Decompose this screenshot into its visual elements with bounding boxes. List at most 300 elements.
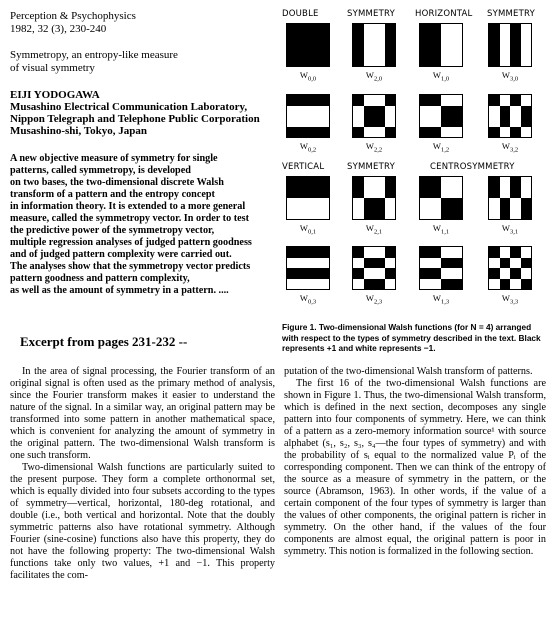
figure-label-symmetry: SYMMETRY	[347, 162, 395, 172]
walsh-cell	[452, 209, 463, 220]
walsh-cell	[420, 279, 431, 290]
walsh-pattern-label: $W_{0,3}$	[299, 293, 317, 306]
walsh-pattern-1-0	[419, 23, 463, 67]
walsh-cell	[431, 56, 442, 67]
walsh-cell	[353, 35, 364, 46]
walsh-cell	[441, 279, 452, 290]
walsh-pattern-label: $W_{0,0}$	[299, 70, 317, 83]
walsh-cell	[308, 95, 319, 106]
walsh-cell	[420, 127, 431, 138]
walsh-cell	[441, 24, 452, 35]
walsh-cell	[431, 247, 442, 258]
walsh-cell	[287, 279, 298, 290]
walsh-cell	[431, 116, 442, 127]
walsh-cell	[441, 95, 452, 106]
walsh-cell	[452, 95, 463, 106]
walsh-cell	[500, 188, 511, 199]
walsh-pattern-3-1	[488, 176, 532, 220]
walsh-cell	[319, 279, 330, 290]
walsh-cell	[521, 95, 532, 106]
walsh-cell	[489, 95, 500, 106]
walsh-cell	[500, 106, 511, 117]
walsh-cell	[489, 35, 500, 46]
walsh-cell	[287, 35, 298, 46]
walsh-cell	[308, 279, 319, 290]
walsh-cell	[420, 45, 431, 56]
walsh-cell	[431, 45, 442, 56]
walsh-cell	[353, 268, 364, 279]
walsh-cell	[441, 258, 452, 269]
walsh-cell	[420, 258, 431, 269]
walsh-cell	[287, 24, 298, 35]
walsh-cell	[489, 45, 500, 56]
author-name: EIJI YODOGAWA	[10, 89, 100, 101]
walsh-cell	[510, 177, 521, 188]
walsh-cell	[420, 177, 431, 188]
walsh-cell	[319, 247, 330, 258]
walsh-pattern-label: $W_{1,2}$	[432, 141, 450, 154]
walsh-cell	[431, 279, 442, 290]
walsh-cell	[385, 188, 396, 199]
walsh-cell	[489, 177, 500, 188]
walsh-pattern-label: $W_{0,1}$	[299, 223, 317, 236]
walsh-pattern-2-1	[352, 176, 396, 220]
walsh-cell	[319, 24, 330, 35]
walsh-cell	[353, 247, 364, 258]
walsh-cell	[364, 268, 375, 279]
walsh-cell	[385, 177, 396, 188]
walsh-cell	[489, 56, 500, 67]
body-paragraph: In the area of signal processing, the Fourier transform of an original signal is often used as the primary method of analysis, since the Fourier transform makes it easier to understand the nature of the signal. In a similar way, an original pattern may be transformed into some pattern in another mathematical space, which is convenient for analyzing the amount of symmetry in the original pattern. The two-dimensional Walsh transform is one such transform.	[10, 366, 275, 461]
walsh-pattern-3-3	[488, 246, 532, 290]
walsh-cell	[353, 45, 364, 56]
walsh-cell	[510, 127, 521, 138]
walsh-cell	[319, 268, 330, 279]
walsh-cell	[420, 106, 431, 117]
walsh-cell	[431, 258, 442, 269]
walsh-function-figure	[282, 6, 542, 324]
walsh-cell	[500, 116, 511, 127]
walsh-cell	[308, 268, 319, 279]
walsh-cell	[420, 95, 431, 106]
abstract-line: A new objective measure of symmetry for single	[10, 153, 218, 164]
walsh-cell	[308, 188, 319, 199]
walsh-pattern-label: $W_{1,0}$	[432, 70, 450, 83]
walsh-cell	[308, 56, 319, 67]
walsh-cell	[319, 106, 330, 117]
walsh-cell	[364, 35, 375, 46]
abstract-line: in information theory. It is extended to a more general	[10, 201, 246, 212]
walsh-cell	[374, 95, 385, 106]
walsh-cell	[319, 45, 330, 56]
walsh-cell	[374, 198, 385, 209]
walsh-cell	[385, 127, 396, 138]
walsh-pattern-0-2	[286, 94, 330, 138]
walsh-cell	[452, 258, 463, 269]
body-paragraph: The first 16 of the two-dimensional Walsh functions are shown in Figure 1. Thus, the two-dimensional Walsh transform, which is defined in the next section, decomposes any single pattern into four components of symmetry. Here, we can think of a pattern as a zero-memory information source¹ with source alphabet (s₁, s₂, s₃, s₄—the four types of symmetry) and with the probability of sᵢ equal to the normalized value Pᵢ of the corresponding component. Then we can think of the entropy of the source as a measure of symmetry in the pattern, or the source (Abramson, 1963). In other words, if the value of a certain component of the four types of symmetry is larger than the values of other components, the original pattern is richer in symmetry. On the other hand, if the values of the four components are almost equal, the original pattern is poor in symmetry. This notion is formalized in the following section.	[284, 378, 546, 557]
walsh-cell	[420, 209, 431, 220]
walsh-cell	[385, 95, 396, 106]
abstract-line: the predictive power of the symmetropy vector,	[10, 225, 215, 236]
walsh-cell	[374, 268, 385, 279]
walsh-cell	[489, 127, 500, 138]
walsh-cell	[441, 106, 452, 117]
walsh-cell	[287, 268, 298, 279]
walsh-cell	[500, 198, 511, 209]
walsh-cell	[521, 258, 532, 269]
walsh-cell	[374, 45, 385, 56]
walsh-cell	[441, 177, 452, 188]
walsh-cell	[308, 247, 319, 258]
walsh-cell	[385, 198, 396, 209]
walsh-cell	[298, 106, 309, 117]
walsh-cell	[298, 127, 309, 138]
affiliation-line: Musashino-shi, Tokyo, Japan	[10, 125, 147, 137]
journal-name: Perception & Psychophysics	[10, 10, 136, 22]
walsh-cell	[364, 247, 375, 258]
walsh-cell	[521, 198, 532, 209]
walsh-cell	[287, 127, 298, 138]
walsh-cell	[353, 188, 364, 199]
walsh-pattern-0-0	[286, 23, 330, 67]
walsh-cell	[441, 35, 452, 46]
walsh-cell	[452, 177, 463, 188]
walsh-pattern-3-0	[488, 23, 532, 67]
walsh-cell	[431, 106, 442, 117]
walsh-cell	[319, 198, 330, 209]
abstract-line: multiple regression analyses of judged pattern goodness	[10, 237, 252, 248]
walsh-cell	[441, 116, 452, 127]
walsh-cell	[364, 127, 375, 138]
walsh-cell	[500, 95, 511, 106]
walsh-cell	[521, 127, 532, 138]
walsh-cell	[431, 24, 442, 35]
walsh-cell	[489, 116, 500, 127]
walsh-cell	[308, 35, 319, 46]
walsh-cell	[287, 258, 298, 269]
abstract-line: measure, called the symmetropy vector. In order to test	[10, 213, 249, 224]
walsh-pattern-label: $W_{1,1}$	[432, 223, 450, 236]
walsh-cell	[510, 24, 521, 35]
walsh-cell	[287, 45, 298, 56]
walsh-cell	[308, 177, 319, 188]
walsh-cell	[489, 198, 500, 209]
walsh-cell	[298, 209, 309, 220]
walsh-cell	[441, 247, 452, 258]
walsh-cell	[319, 95, 330, 106]
walsh-cell	[431, 209, 442, 220]
walsh-cell	[441, 127, 452, 138]
article-title-line-1: Symmetropy, an entropy-like measure	[10, 49, 178, 61]
walsh-cell	[420, 116, 431, 127]
figure-label-horizontal: HORIZONTAL	[415, 9, 473, 19]
walsh-cell	[452, 268, 463, 279]
walsh-cell	[500, 209, 511, 220]
walsh-cell	[452, 188, 463, 199]
walsh-cell	[521, 106, 532, 117]
walsh-cell	[441, 188, 452, 199]
walsh-cell	[385, 258, 396, 269]
walsh-cell	[489, 24, 500, 35]
walsh-cell	[431, 268, 442, 279]
walsh-pattern-0-3	[286, 246, 330, 290]
walsh-cell	[374, 247, 385, 258]
walsh-cell	[420, 24, 431, 35]
walsh-cell	[452, 24, 463, 35]
article-title-line-2: of visual symmetry	[10, 62, 95, 74]
walsh-pattern-label: $W_{2,1}$	[365, 223, 383, 236]
walsh-cell	[489, 258, 500, 269]
walsh-cell	[287, 106, 298, 117]
walsh-pattern-label: $W_{2,3}$	[365, 293, 383, 306]
walsh-pattern-0-1	[286, 176, 330, 220]
walsh-cell	[385, 279, 396, 290]
walsh-cell	[308, 258, 319, 269]
walsh-cell	[489, 209, 500, 220]
abstract-line: transform of a pattern and the entropy concept	[10, 189, 215, 200]
walsh-cell	[510, 279, 521, 290]
walsh-cell	[510, 188, 521, 199]
walsh-cell	[353, 209, 364, 220]
walsh-cell	[364, 177, 375, 188]
abstract-line: The analyses show that the symmetropy vector predicts	[10, 261, 251, 272]
walsh-cell	[420, 198, 431, 209]
abstract-line: pattern goodness and pattern complexity,	[10, 273, 190, 284]
walsh-cell	[510, 95, 521, 106]
walsh-cell	[385, 247, 396, 258]
body-paragraph: Two-dimensional Walsh functions are particularly suited to the present purpose. They form a complete orthonormal set, which is equally divided into four subsets according to the types of symmetry—vertical, horizontal, 180-deg rotational, and double (i.e., both vertical and horizontal. Note that the doubly symmetric patterns also have rotational symmetry. Although Fourier (sine-cosine) functions also have this property, they do not have the following property: The two-dimensional Walsh functions take only two values, +1 and −1. This property facilitates the com-	[10, 462, 275, 581]
walsh-cell	[298, 116, 309, 127]
walsh-pattern-label: $W_{1,3}$	[432, 293, 450, 306]
walsh-cell	[500, 45, 511, 56]
walsh-pattern-label: $W_{0,2}$	[299, 141, 317, 154]
walsh-pattern-label: $W_{2,0}$	[365, 70, 383, 83]
walsh-cell	[385, 56, 396, 67]
walsh-cell	[489, 188, 500, 199]
walsh-cell	[521, 116, 532, 127]
walsh-cell	[308, 24, 319, 35]
abstract-line: and of judged pattern complexity were carried out.	[10, 249, 232, 260]
figure-label-double: DOUBLE	[282, 9, 319, 19]
walsh-cell	[431, 95, 442, 106]
walsh-cell	[298, 24, 309, 35]
walsh-cell	[374, 116, 385, 127]
walsh-cell	[521, 24, 532, 35]
walsh-cell	[364, 258, 375, 269]
walsh-cell	[510, 198, 521, 209]
walsh-cell	[374, 209, 385, 220]
affiliation-line: Nippon Telegraph and Telephone Public Corporation	[10, 113, 260, 125]
walsh-cell	[364, 279, 375, 290]
walsh-cell	[374, 35, 385, 46]
walsh-cell	[452, 35, 463, 46]
walsh-pattern-label: $W_{3,2}$	[501, 141, 519, 154]
walsh-cell	[364, 198, 375, 209]
walsh-cell	[319, 116, 330, 127]
walsh-cell	[385, 209, 396, 220]
walsh-cell	[353, 24, 364, 35]
walsh-cell	[298, 258, 309, 269]
walsh-cell	[308, 209, 319, 220]
walsh-cell	[420, 35, 431, 46]
walsh-cell	[319, 177, 330, 188]
walsh-cell	[441, 209, 452, 220]
walsh-cell	[298, 35, 309, 46]
walsh-cell	[510, 45, 521, 56]
walsh-cell	[510, 116, 521, 127]
walsh-cell	[500, 35, 511, 46]
walsh-cell	[431, 198, 442, 209]
walsh-cell	[431, 188, 442, 199]
walsh-cell	[287, 56, 298, 67]
walsh-cell	[374, 279, 385, 290]
walsh-cell	[353, 95, 364, 106]
walsh-cell	[287, 116, 298, 127]
author-block	[10, 89, 280, 137]
walsh-cell	[287, 247, 298, 258]
walsh-cell	[287, 188, 298, 199]
walsh-cell	[521, 209, 532, 220]
walsh-pattern-label: $W_{2,2}$	[365, 141, 383, 154]
walsh-cell	[500, 258, 511, 269]
walsh-cell	[374, 188, 385, 199]
walsh-cell	[319, 127, 330, 138]
walsh-cell	[521, 279, 532, 290]
abstract-line: patterns, called symmetropy, is developed	[10, 165, 191, 176]
body-left-column	[10, 366, 275, 582]
walsh-cell	[452, 247, 463, 258]
walsh-cell	[500, 268, 511, 279]
walsh-cell	[521, 35, 532, 46]
walsh-cell	[385, 116, 396, 127]
walsh-cell	[420, 247, 431, 258]
walsh-pattern-2-3	[352, 246, 396, 290]
walsh-cell	[353, 258, 364, 269]
article-header	[10, 10, 280, 75]
walsh-cell	[364, 116, 375, 127]
walsh-cell	[298, 45, 309, 56]
abstract-line: as well as the amount of symmetry in a pattern. ....	[10, 285, 229, 296]
walsh-cell	[353, 279, 364, 290]
walsh-cell	[489, 268, 500, 279]
walsh-cell	[441, 56, 452, 67]
walsh-pattern-2-2	[352, 94, 396, 138]
walsh-cell	[298, 279, 309, 290]
walsh-cell	[353, 56, 364, 67]
figure-label-symmetry: SYMMETRY	[487, 9, 535, 19]
walsh-pattern-3-2	[488, 94, 532, 138]
walsh-cell	[521, 56, 532, 67]
walsh-cell	[364, 188, 375, 199]
walsh-cell	[298, 247, 309, 258]
walsh-cell	[287, 177, 298, 188]
walsh-cell	[441, 45, 452, 56]
walsh-cell	[510, 247, 521, 258]
walsh-pattern-label: $W_{3,1}$	[501, 223, 519, 236]
walsh-cell	[385, 106, 396, 117]
walsh-pattern-2-0	[352, 23, 396, 67]
walsh-cell	[319, 258, 330, 269]
walsh-cell	[353, 106, 364, 117]
walsh-cell	[319, 188, 330, 199]
walsh-cell	[353, 198, 364, 209]
walsh-pattern-1-2	[419, 94, 463, 138]
walsh-cell	[452, 127, 463, 138]
walsh-cell	[500, 127, 511, 138]
walsh-cell	[287, 198, 298, 209]
walsh-cell	[521, 177, 532, 188]
walsh-cell	[298, 56, 309, 67]
figure-label-vertical: VERTICAL	[282, 162, 325, 172]
walsh-cell	[510, 56, 521, 67]
excerpt-label: Excerpt from pages 231-232 --	[20, 334, 188, 349]
walsh-cell	[364, 24, 375, 35]
walsh-cell	[287, 95, 298, 106]
walsh-pattern-label: $W_{3,3}$	[501, 293, 519, 306]
walsh-cell	[374, 258, 385, 269]
walsh-cell	[385, 268, 396, 279]
walsh-cell	[500, 56, 511, 67]
walsh-cell	[308, 127, 319, 138]
walsh-cell	[431, 127, 442, 138]
walsh-cell	[385, 35, 396, 46]
walsh-cell	[287, 209, 298, 220]
walsh-cell	[510, 268, 521, 279]
walsh-cell	[452, 56, 463, 67]
walsh-cell	[452, 45, 463, 56]
walsh-cell	[353, 116, 364, 127]
walsh-cell	[308, 45, 319, 56]
walsh-cell	[364, 209, 375, 220]
walsh-cell	[374, 127, 385, 138]
abstract	[10, 153, 295, 297]
walsh-cell	[308, 198, 319, 209]
walsh-cell	[452, 116, 463, 127]
walsh-cell	[308, 106, 319, 117]
walsh-cell	[319, 35, 330, 46]
walsh-cell	[431, 177, 442, 188]
body-paragraph: putation of the two-dimensional Walsh transform of patterns.	[284, 366, 533, 377]
walsh-cell	[500, 279, 511, 290]
walsh-cell	[510, 106, 521, 117]
walsh-cell	[510, 258, 521, 269]
affiliation-line: Musashino Electrical Communication Laboratory,	[10, 101, 248, 113]
walsh-cell	[489, 247, 500, 258]
walsh-cell	[452, 279, 463, 290]
walsh-cell	[510, 35, 521, 46]
walsh-cell	[364, 45, 375, 56]
walsh-cell	[298, 268, 309, 279]
walsh-cell	[385, 45, 396, 56]
walsh-cell	[308, 116, 319, 127]
walsh-cell	[374, 177, 385, 188]
walsh-cell	[500, 247, 511, 258]
walsh-cell	[298, 95, 309, 106]
figure-caption: Figure 1. Two-dimensional Walsh functions (for N = 4) arranged with respect to the types of symmetry described in the text. Black represents +1 and white represents −1.	[282, 322, 541, 353]
walsh-cell	[319, 209, 330, 220]
walsh-pattern-1-3	[419, 246, 463, 290]
walsh-cell	[521, 247, 532, 258]
walsh-cell	[353, 127, 364, 138]
walsh-cell	[319, 56, 330, 67]
walsh-cell	[441, 198, 452, 209]
walsh-cell	[452, 198, 463, 209]
walsh-cell	[385, 24, 396, 35]
walsh-cell	[500, 24, 511, 35]
walsh-pattern-1-1	[419, 176, 463, 220]
walsh-cell	[431, 35, 442, 46]
walsh-cell	[298, 198, 309, 209]
